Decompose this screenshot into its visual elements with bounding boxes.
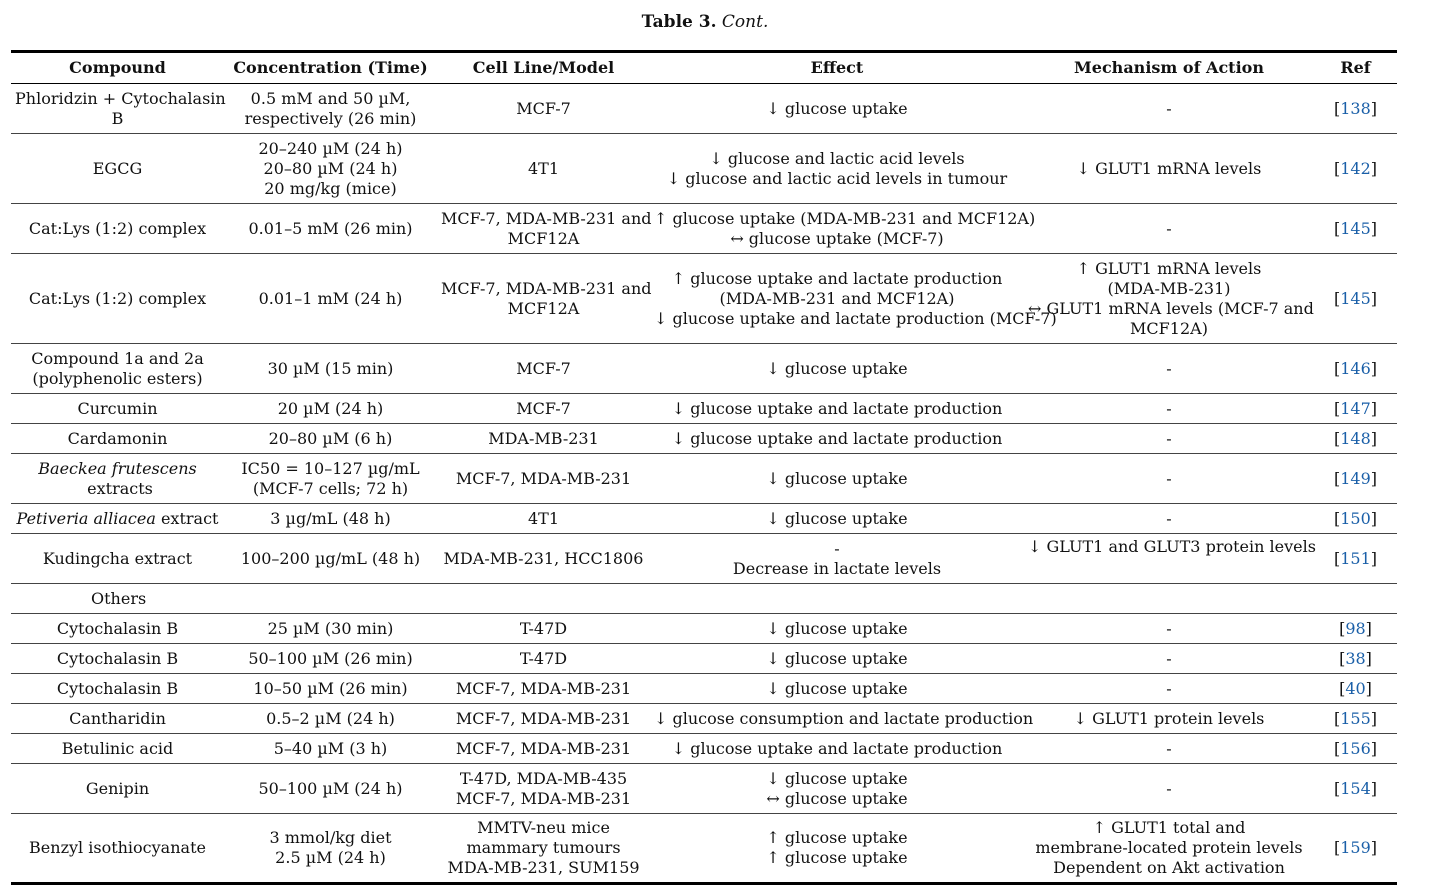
effect-line: ↓ glucose and lactic acid levels (709, 148, 965, 168)
ref-bracket: [ (1333, 158, 1341, 178)
ref-bracket: [ (1333, 218, 1341, 238)
mech-line: ↔ GLUT1 mRNA levels (MCF-7 and (1028, 298, 1314, 318)
ref-bracket: [ (1333, 738, 1341, 758)
ref-bracket: [ (1339, 618, 1346, 638)
ref-bracket: ] (1370, 288, 1378, 308)
ref-link[interactable]: 150 (1340, 508, 1371, 528)
table-row (11, 84, 1397, 134)
cell-mechanism (1024, 394, 1314, 424)
conc-line: 0.5 mM and 50 µM, (250, 88, 411, 108)
ref-link[interactable]: 149 (1340, 468, 1371, 488)
cell-line-line: MCF12A (507, 228, 580, 248)
table-row (11, 764, 1397, 814)
cell-cell-line (437, 504, 650, 534)
mech-line: Dependent on Akt activation (1053, 858, 1285, 877)
cell-effect (650, 704, 1034, 734)
conc-line: 20 mg/kg (mice) (264, 178, 397, 198)
cell-compound (11, 424, 224, 454)
table-row (11, 504, 1397, 534)
cell-ref (1314, 704, 1397, 734)
ref-link[interactable]: 38 (1345, 648, 1366, 668)
cell-compound (11, 394, 224, 424)
conc-line: 20–80 µM (24 h) (263, 158, 398, 178)
mech-line: - (1166, 98, 1172, 118)
header-row (11, 52, 1397, 84)
mech-line: - (1166, 468, 1172, 488)
cell-mechanism (1024, 704, 1314, 734)
mech-line: - (1166, 508, 1172, 528)
mech-line: - (1166, 618, 1172, 638)
compound-line: Betulinic acid (61, 738, 174, 758)
conc-line: 3 µg/mL (48 h) (270, 508, 391, 528)
mech-line: MCF12A) (1130, 318, 1208, 338)
compound-line: Cytochalasin B (56, 678, 179, 698)
effect-line: ↓ glucose uptake (766, 468, 908, 488)
header-effect: Effect (650, 52, 1024, 84)
cell-mechanism (1024, 344, 1314, 394)
cell-line-line: MCF-7, MDA-MB-231 (455, 468, 632, 488)
cell-compound (11, 674, 224, 704)
table-row (11, 614, 1397, 644)
cell-ref (1314, 344, 1397, 394)
compound-suffix: extract (155, 508, 219, 528)
ref-link[interactable]: 98 (1345, 618, 1366, 638)
ref-bracket: ] (1370, 428, 1378, 448)
cell-effect (650, 674, 1024, 704)
cell-cell-line (437, 254, 650, 344)
cell-effect (650, 734, 1024, 764)
ref-bracket: ] (1370, 508, 1378, 528)
ref-bracket: ] (1370, 218, 1378, 238)
ref-link[interactable]: 145 (1340, 288, 1371, 308)
cell-mechanism (1024, 814, 1314, 884)
cell-compound (11, 254, 224, 344)
cell-mechanism (1024, 454, 1314, 504)
cell-ref (1314, 394, 1397, 424)
table-caption (0, 12, 1410, 32)
cell-ref (1314, 454, 1397, 504)
effect-line: ↓ glucose uptake (766, 508, 908, 528)
mech-line: - (1166, 358, 1172, 378)
header-concentration: Concentration (Time) (224, 52, 437, 84)
cell-compound (11, 814, 224, 884)
compound-suffix: extracts (82, 478, 153, 498)
effect-line: ↓ glucose uptake (766, 648, 908, 668)
conc-line: 50–100 µM (24 h) (258, 778, 403, 798)
cell-mechanism (1024, 644, 1314, 674)
ref-bracket: [ (1333, 358, 1341, 378)
cell-ref (1314, 534, 1397, 584)
cell-effect (650, 204, 1036, 254)
ref-link[interactable]: 142 (1340, 158, 1371, 178)
ref-bracket: ] (1370, 358, 1378, 378)
compound-line: (polyphenolic esters) (32, 368, 203, 388)
cell-effect (650, 764, 1024, 814)
ref-link[interactable]: 145 (1340, 218, 1371, 238)
compound-line: Cantharidin (69, 708, 166, 728)
effect-line: Decrease in lactate levels (732, 558, 942, 578)
cell-compound (11, 534, 224, 584)
conc-line: 0.01–5 mM (26 min) (248, 218, 413, 238)
cell-ref (1314, 424, 1397, 454)
cell-cell-line (437, 134, 650, 204)
mech-line: ↓ GLUT1 and GLUT3 protein levels (1028, 537, 1316, 556)
conc-line: 20–240 µM (24 h) (258, 138, 403, 158)
compound-line: Phloridzin + Cytochalasin (15, 88, 226, 108)
cell-cell-line (437, 674, 650, 704)
cell-mechanism (1024, 764, 1314, 814)
cell-effect (650, 134, 1024, 204)
ref-bracket: [ (1333, 778, 1341, 798)
ref-bracket: ] (1370, 838, 1378, 857)
compound-line: B (111, 108, 124, 128)
effect-line: - (834, 538, 840, 558)
effect-line: ↑ glucose uptake (766, 828, 908, 847)
cell-effect (650, 644, 1024, 674)
ref-bracket: ] (1370, 98, 1378, 118)
table-row (11, 394, 1397, 424)
cell-line-line: MCF-7 (516, 358, 571, 378)
cell-effect (650, 814, 1024, 884)
cell-line-line: MCF-7, MDA-MB-231 (455, 708, 632, 728)
cell-ref (1314, 614, 1397, 644)
cell-effect (650, 394, 1024, 424)
mech-line: - (1166, 428, 1172, 448)
cell-cell-line (437, 534, 650, 584)
conc-line: 100–200 µg/mL (48 h) (240, 548, 421, 568)
ref-bracket: [ (1333, 428, 1341, 448)
ref-bracket: [ (1333, 398, 1341, 418)
cell-effect (650, 84, 1024, 134)
cell-cell-line (437, 84, 650, 134)
cell-concentration (224, 644, 437, 674)
cell-effect (650, 344, 1024, 394)
cell-line-line: MDA-MB-231, HCC1806 (443, 548, 644, 568)
mech-line: - (1166, 678, 1172, 698)
header-compound: Compound (11, 52, 224, 84)
cell-concentration (224, 674, 437, 704)
header-ref: Ref (1314, 52, 1397, 84)
cell-line-line: MCF-7, MDA-MB-231 and (441, 278, 652, 298)
cell-concentration (224, 254, 437, 344)
ref-bracket: [ (1333, 288, 1341, 308)
conc-line: 0.5–2 µM (24 h) (266, 708, 395, 728)
table-cont: Cont. (721, 12, 769, 32)
cell-concentration (224, 204, 437, 254)
ref-bracket: ] (1370, 778, 1378, 798)
mech-line: (MDA-MB-231) (1107, 278, 1231, 298)
conc-line: 2.5 µM (24 h) (275, 848, 386, 867)
ref-link[interactable]: 147 (1340, 398, 1371, 418)
conc-line: 30 µM (15 min) (267, 358, 394, 378)
cell-ref (1314, 674, 1397, 704)
cell-effect (650, 534, 1024, 584)
compound-species: Petiveria alliacea (16, 508, 156, 528)
ref-bracket: ] (1365, 678, 1372, 698)
cell-cell-line (437, 344, 650, 394)
ref-link[interactable]: 154 (1340, 778, 1371, 798)
table-row (11, 424, 1397, 454)
cell-line-line: MCF-7, MDA-MB-231 (455, 788, 632, 808)
cell-cell-line (437, 454, 650, 504)
cell-cell-line (437, 814, 650, 884)
cell-concentration (224, 344, 437, 394)
effect-line: ↔ glucose uptake (MCF-7) (730, 228, 944, 248)
ref-bracket: [ (1333, 708, 1341, 728)
cell-concentration (224, 134, 437, 204)
cell-line-line: 4T1 (527, 508, 560, 528)
cell-line-line: T-47D (519, 648, 568, 668)
header-mechanism: Mechanism of Action (1024, 52, 1314, 84)
cell-effect (650, 614, 1024, 644)
effect-line: ↔ glucose uptake (766, 788, 908, 808)
mech-line: ↓ GLUT1 protein levels (1073, 708, 1265, 728)
mech-line: - (1166, 738, 1172, 758)
ref-link[interactable]: 148 (1340, 428, 1371, 448)
cell-compound (11, 204, 224, 254)
cell-compound (11, 344, 224, 394)
compound-line: Kudingcha extract (42, 548, 193, 568)
ref-bracket: ] (1370, 548, 1378, 568)
effect-line: ↓ glucose consumption and lactate production (654, 708, 1034, 728)
cell-line-line: MCF-7, MDA-MB-231 (455, 678, 632, 698)
cell-concentration (224, 814, 437, 884)
compound-line: EGCG (92, 158, 143, 178)
cell-concentration (224, 394, 437, 424)
data-table (11, 50, 1397, 885)
cell-compound (11, 454, 224, 504)
cell-line-line: mammary tumours (466, 838, 621, 857)
cell-concentration (224, 614, 437, 644)
cell-mechanism (1024, 134, 1314, 204)
mech-line: - (1166, 398, 1172, 418)
table-row (11, 344, 1397, 394)
cell-compound (11, 614, 224, 644)
cell-mechanism (1024, 204, 1314, 254)
cell-line-line: MCF-7, MDA-MB-231 (455, 738, 632, 758)
section-row (11, 584, 1397, 614)
conc-line: IC50 = 10–127 µg/mL (241, 458, 420, 478)
cell-line-line: T-47D (519, 618, 568, 638)
cell-ref (1314, 764, 1397, 814)
compound-line: Genipin (85, 778, 150, 798)
cell-effect (650, 504, 1024, 534)
section-label: Others (11, 584, 1397, 614)
cell-ref (1314, 504, 1397, 534)
table-row (11, 674, 1397, 704)
cell-compound (11, 764, 224, 814)
compound-line: Cytochalasin B (56, 618, 179, 638)
cell-ref (1314, 644, 1397, 674)
effect-line: ↓ glucose uptake and lactate production (MCF-7) (654, 308, 1057, 328)
conc-line: 50–100 µM (26 min) (248, 648, 413, 668)
effect-line: ↓ glucose uptake (766, 358, 908, 378)
cell-line-line: MCF-7, MDA-MB-231 and (441, 208, 652, 228)
cell-line-line: MCF-7 (516, 398, 571, 418)
cell-line-line: 4T1 (527, 158, 560, 178)
effect-line: ↓ glucose uptake (766, 98, 908, 118)
cell-ref (1314, 254, 1397, 344)
table-row (11, 734, 1397, 764)
mech-line: - (1166, 648, 1172, 668)
cell-mechanism (1024, 84, 1314, 134)
conc-line: 3 mmol/kg diet (269, 828, 392, 847)
ref-link[interactable]: 156 (1340, 738, 1371, 758)
effect-line: ↓ glucose uptake (766, 768, 908, 788)
cell-compound (11, 134, 224, 204)
conc-line: 5–40 µM (3 h) (273, 738, 388, 758)
compound-line: Cat:Lys (1:2) complex (28, 288, 207, 308)
cell-cell-line (437, 704, 650, 734)
conc-line: (MCF-7 cells; 72 h) (252, 478, 409, 498)
ref-link[interactable]: 151 (1340, 548, 1371, 568)
effect-line: ↓ glucose uptake (766, 618, 908, 638)
cell-mechanism (1024, 734, 1314, 764)
cell-concentration (224, 84, 437, 134)
cell-mechanism (1024, 674, 1314, 704)
effect-line: ↓ glucose uptake and lactate production (671, 738, 1003, 758)
table-row (11, 814, 1397, 884)
cell-concentration (224, 534, 437, 584)
table-label: Table 3. (641, 12, 717, 32)
cell-concentration (224, 704, 437, 734)
ref-link[interactable]: 159 (1340, 838, 1371, 857)
mech-line: ↓ GLUT1 mRNA levels (1076, 158, 1262, 178)
compound-line: Benzyl isothiocyanate (29, 838, 206, 857)
conc-line: 25 µM (30 min) (267, 618, 394, 638)
cell-compound (11, 504, 224, 534)
ref-link[interactable]: 40 (1345, 678, 1366, 698)
cell-compound (11, 734, 224, 764)
mech-line: - (1166, 778, 1172, 798)
compound-line: Cytochalasin B (56, 648, 179, 668)
ref-bracket: [ (1339, 678, 1346, 698)
cell-ref (1314, 814, 1397, 884)
mech-line: ↑ GLUT1 mRNA levels (1076, 258, 1262, 278)
ref-bracket: ] (1370, 708, 1378, 728)
cell-mechanism (1024, 424, 1314, 454)
ref-bracket: ] (1370, 738, 1378, 758)
cell-mechanism (1024, 254, 1314, 344)
ref-bracket: [ (1333, 548, 1341, 568)
cell-concentration (224, 734, 437, 764)
cell-concentration (224, 424, 437, 454)
cell-compound (11, 704, 224, 734)
ref-bracket: ] (1370, 158, 1378, 178)
table-row (11, 204, 1397, 254)
conc-line: 10–50 µM (26 min) (253, 678, 408, 698)
compound-line: Curcumin (77, 398, 158, 418)
effect-line: ↓ glucose uptake and lactate production (671, 428, 1003, 448)
mech-line: ↑ GLUT1 total and (1092, 818, 1246, 837)
cell-cell-line (437, 394, 650, 424)
ref-bracket: ] (1365, 648, 1372, 668)
ref-link[interactable]: 138 (1340, 98, 1371, 118)
compound-line: Cat:Lys (1:2) complex (28, 218, 207, 238)
table-row (11, 254, 1397, 344)
cell-concentration (224, 454, 437, 504)
conc-line: respectively (26 min) (244, 108, 417, 128)
cell-cell-line (437, 424, 650, 454)
ref-bracket: [ (1333, 468, 1341, 488)
cell-mechanism (1024, 534, 1314, 584)
cell-line-line: MDA-MB-231 (488, 428, 599, 448)
effect-line: ↑ glucose uptake and lactate production (671, 268, 1003, 288)
conc-line: 20 µM (24 h) (277, 398, 384, 418)
ref-bracket: [ (1333, 508, 1341, 528)
cell-concentration (224, 764, 437, 814)
compound-line: Cardamonin (67, 428, 168, 448)
cell-cell-line (437, 614, 650, 644)
cell-mechanism (1024, 614, 1314, 644)
conc-line: 20–80 µM (6 h) (268, 428, 393, 448)
cell-cell-line (437, 644, 650, 674)
cell-line-line: MMTV-neu mice (477, 818, 610, 837)
cell-effect (650, 424, 1024, 454)
effect-line: ↑ glucose uptake (766, 848, 908, 867)
mech-line: - (1166, 218, 1172, 238)
effect-line: ↓ glucose uptake and lactate production (671, 398, 1003, 418)
effect-line: (MDA-MB-231 and MCF12A) (719, 288, 955, 308)
compound-line: Compound 1a and 2a (31, 348, 204, 368)
header-cell-line: Cell Line/Model (437, 52, 650, 84)
cell-line-line: MCF12A (507, 298, 580, 318)
effect-line: ↓ glucose uptake (766, 678, 908, 698)
cell-compound (11, 644, 224, 674)
ref-bracket: ] (1370, 468, 1378, 488)
mech-line: membrane-located protein levels (1035, 838, 1303, 857)
ref-bracket: [ (1339, 648, 1346, 668)
cell-line-line: T-47D, MDA-MB-435 (459, 768, 628, 788)
cell-effect (650, 454, 1024, 504)
effect-line: ↓ glucose and lactic acid levels in tumour (666, 168, 1008, 188)
ref-bracket: ] (1365, 618, 1372, 638)
cell-concentration (224, 504, 437, 534)
ref-link[interactable]: 146 (1340, 358, 1371, 378)
effect-line: ↑ glucose uptake (MDA-MB-231 and MCF12A) (654, 208, 1036, 228)
cell-cell-line (437, 764, 650, 814)
conc-line: 0.01–1 mM (24 h) (258, 288, 403, 308)
cell-ref (1314, 134, 1397, 204)
cell-cell-line (437, 734, 650, 764)
cell-compound (11, 84, 224, 134)
cell-ref (1314, 734, 1397, 764)
cell-ref (1314, 84, 1397, 134)
table-row (11, 644, 1397, 674)
ref-link[interactable]: 155 (1340, 708, 1371, 728)
table-body (11, 84, 1397, 884)
cell-line-line: MCF-7 (516, 98, 571, 118)
table-row (11, 704, 1397, 734)
cell-effect (650, 254, 1057, 344)
compound-species: Baeckea frutescens (38, 458, 197, 478)
cell-cell-line (437, 204, 650, 254)
cell-mechanism (1024, 504, 1314, 534)
cell-line-line: MDA-MB-231, SUM159 (447, 858, 640, 877)
ref-bracket: [ (1333, 838, 1341, 857)
cell-ref (1314, 204, 1397, 254)
ref-bracket: ] (1370, 398, 1378, 418)
table-row (11, 134, 1397, 204)
table-row (11, 454, 1397, 504)
table-row (11, 534, 1397, 584)
ref-bracket: [ (1333, 98, 1341, 118)
